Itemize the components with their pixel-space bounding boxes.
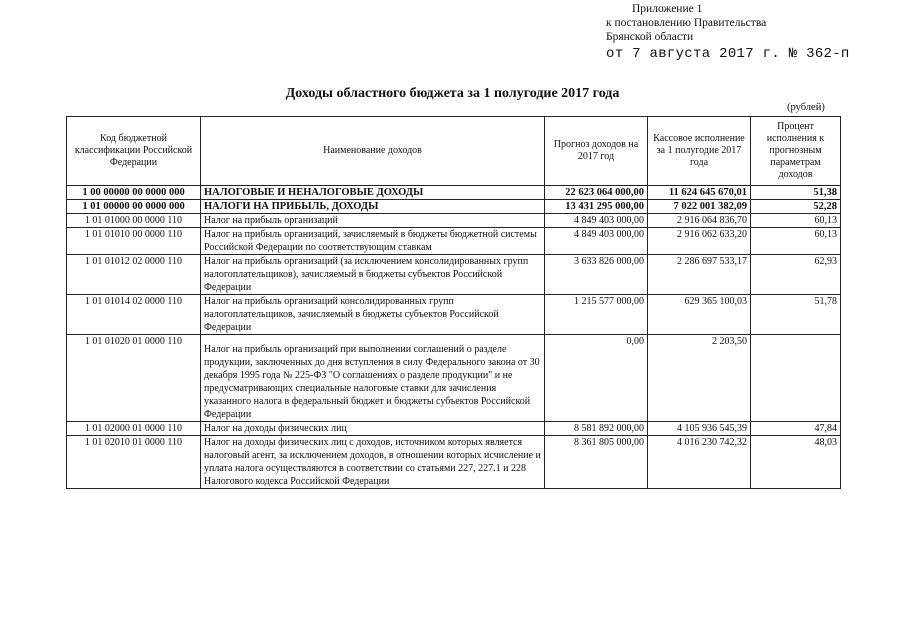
row-code: 1 01 01012 02 0000 110	[67, 255, 201, 295]
row-name: Налог на прибыль организаций (за исключением консолидированных групп налогоплательщиков), зачисляемый в бюджеты субъектов Российской Федерации	[201, 255, 545, 295]
row-execution: 11 624 645 670,01	[648, 186, 751, 200]
row-execution: 4 016 230 742,32	[648, 436, 751, 489]
table-row	[67, 200, 841, 214]
row-name: Налог на прибыль организаций консолидированных групп налогоплательщиков, зачисляемый в бюджеты субъектов Российской Федерации	[201, 295, 545, 335]
row-name: Налог на доходы физических лиц с доходов, источником которых является налоговый агент, за исключением доходов, в отношении которых исчисление и уплата налога осуществляются в соответствии со статьями 227, 227.1 и 228 Налогового кодекса Российской Федерации	[201, 436, 545, 489]
row-code: 1 01 00000 00 0000 000	[67, 200, 201, 214]
units-note: (рублей)	[787, 102, 825, 113]
table-row	[67, 186, 841, 200]
row-code: 1 00 00000 00 0000 000	[67, 186, 201, 200]
row-execution: 4 105 936 545,39	[648, 422, 751, 436]
row-forecast: 13 431 295 000,00	[545, 200, 648, 214]
table-row	[67, 422, 841, 436]
row-code: 1 01 01014 02 0000 110	[67, 295, 201, 335]
row-percent: 48,03	[751, 436, 841, 489]
row-execution: 2 203,50	[648, 335, 751, 422]
table-row	[67, 255, 841, 295]
row-name: Налог на доходы физических лиц	[201, 422, 545, 436]
row-execution: 629 365 100,03	[648, 295, 751, 335]
row-percent: 47,84	[751, 422, 841, 436]
header-execution: Кассовое исполнение за 1 полугодие 2017 года	[648, 117, 751, 186]
row-execution: 7 022 001 382,09	[648, 200, 751, 214]
table-row	[67, 295, 841, 335]
header-percent: Процент исполнения к прогнозным параметрам доходов	[751, 117, 841, 186]
row-percent	[751, 335, 841, 422]
row-percent: 60,13	[751, 228, 841, 255]
row-percent: 51,38	[751, 186, 841, 200]
row-code: 1 01 02000 01 0000 110	[67, 422, 201, 436]
row-percent: 62,93	[751, 255, 841, 295]
table-row	[67, 228, 841, 255]
row-execution: 2 916 064 836,70	[648, 214, 751, 228]
row-name: Налог на прибыль организаций при выполнении соглашений о разделе продукции, заключенных до дня вступления в силу Федерального закона от 30 декабря 1995 года № 225-ФЗ "О соглашениях о разделе продукции" и не предусматривающих специальные налоговые ставки для зачисления указанного налога в федеральный бюджет и бюджеты субъектов Российской Федерации	[201, 335, 545, 422]
row-forecast: 8 361 805 000,00	[545, 436, 648, 489]
appendix-block	[606, 2, 850, 62]
header-name: Наименование доходов	[201, 117, 545, 186]
row-forecast: 22 623 064 000,00	[545, 186, 648, 200]
appendix-line-1: Приложение 1	[632, 3, 703, 15]
row-name: НАЛОГИ НА ПРИБЫЛЬ, ДОХОДЫ	[201, 200, 545, 214]
row-code: 1 01 02010 01 0000 110	[67, 436, 201, 489]
row-forecast: 4 849 403 000,00	[545, 228, 648, 255]
row-percent: 51,78	[751, 295, 841, 335]
row-percent: 60,13	[751, 214, 841, 228]
header-code: Код бюджетной классификации Российской Федерации	[67, 117, 201, 186]
appendix-date-number: от 7 августа 2017 г. № 362-п	[606, 46, 850, 62]
row-forecast: 4 849 403 000,00	[545, 214, 648, 228]
row-name: Налог на прибыль организаций	[201, 214, 545, 228]
row-execution: 2 916 062 633,20	[648, 228, 751, 255]
row-execution: 2 286 697 533,17	[648, 255, 751, 295]
table-row	[67, 335, 841, 422]
table-header-row	[67, 117, 841, 186]
row-forecast: 1 215 577 000,00	[545, 295, 648, 335]
row-name: НАЛОГОВЫЕ И НЕНАЛОГОВЫЕ ДОХОДЫ	[201, 186, 545, 200]
row-forecast: 0,00	[545, 335, 648, 422]
appendix-line-2: к постановлению Правительства	[606, 17, 767, 29]
row-forecast: 8 581 892 000,00	[545, 422, 648, 436]
row-code: 1 01 01010 00 0000 110	[67, 228, 201, 255]
row-forecast: 3 633 826 000,00	[545, 255, 648, 295]
row-name: Налог на прибыль организаций, зачисляемый в бюджеты бюджетной системы Российской Федерации по соответствующим ставкам	[201, 228, 545, 255]
row-code: 1 01 01020 01 0000 110	[67, 335, 201, 422]
document-title: Доходы областного бюджета за 1 полугодие 2017 года	[285, 86, 620, 101]
appendix-line-3: Брянской области	[606, 31, 694, 43]
row-percent: 52,28	[751, 200, 841, 214]
header-forecast: Прогноз доходов на 2017 год	[545, 117, 648, 186]
row-code: 1 01 01000 00 0000 110	[67, 214, 201, 228]
table-row	[67, 436, 841, 489]
income-table	[66, 116, 841, 489]
table-row	[67, 214, 841, 228]
